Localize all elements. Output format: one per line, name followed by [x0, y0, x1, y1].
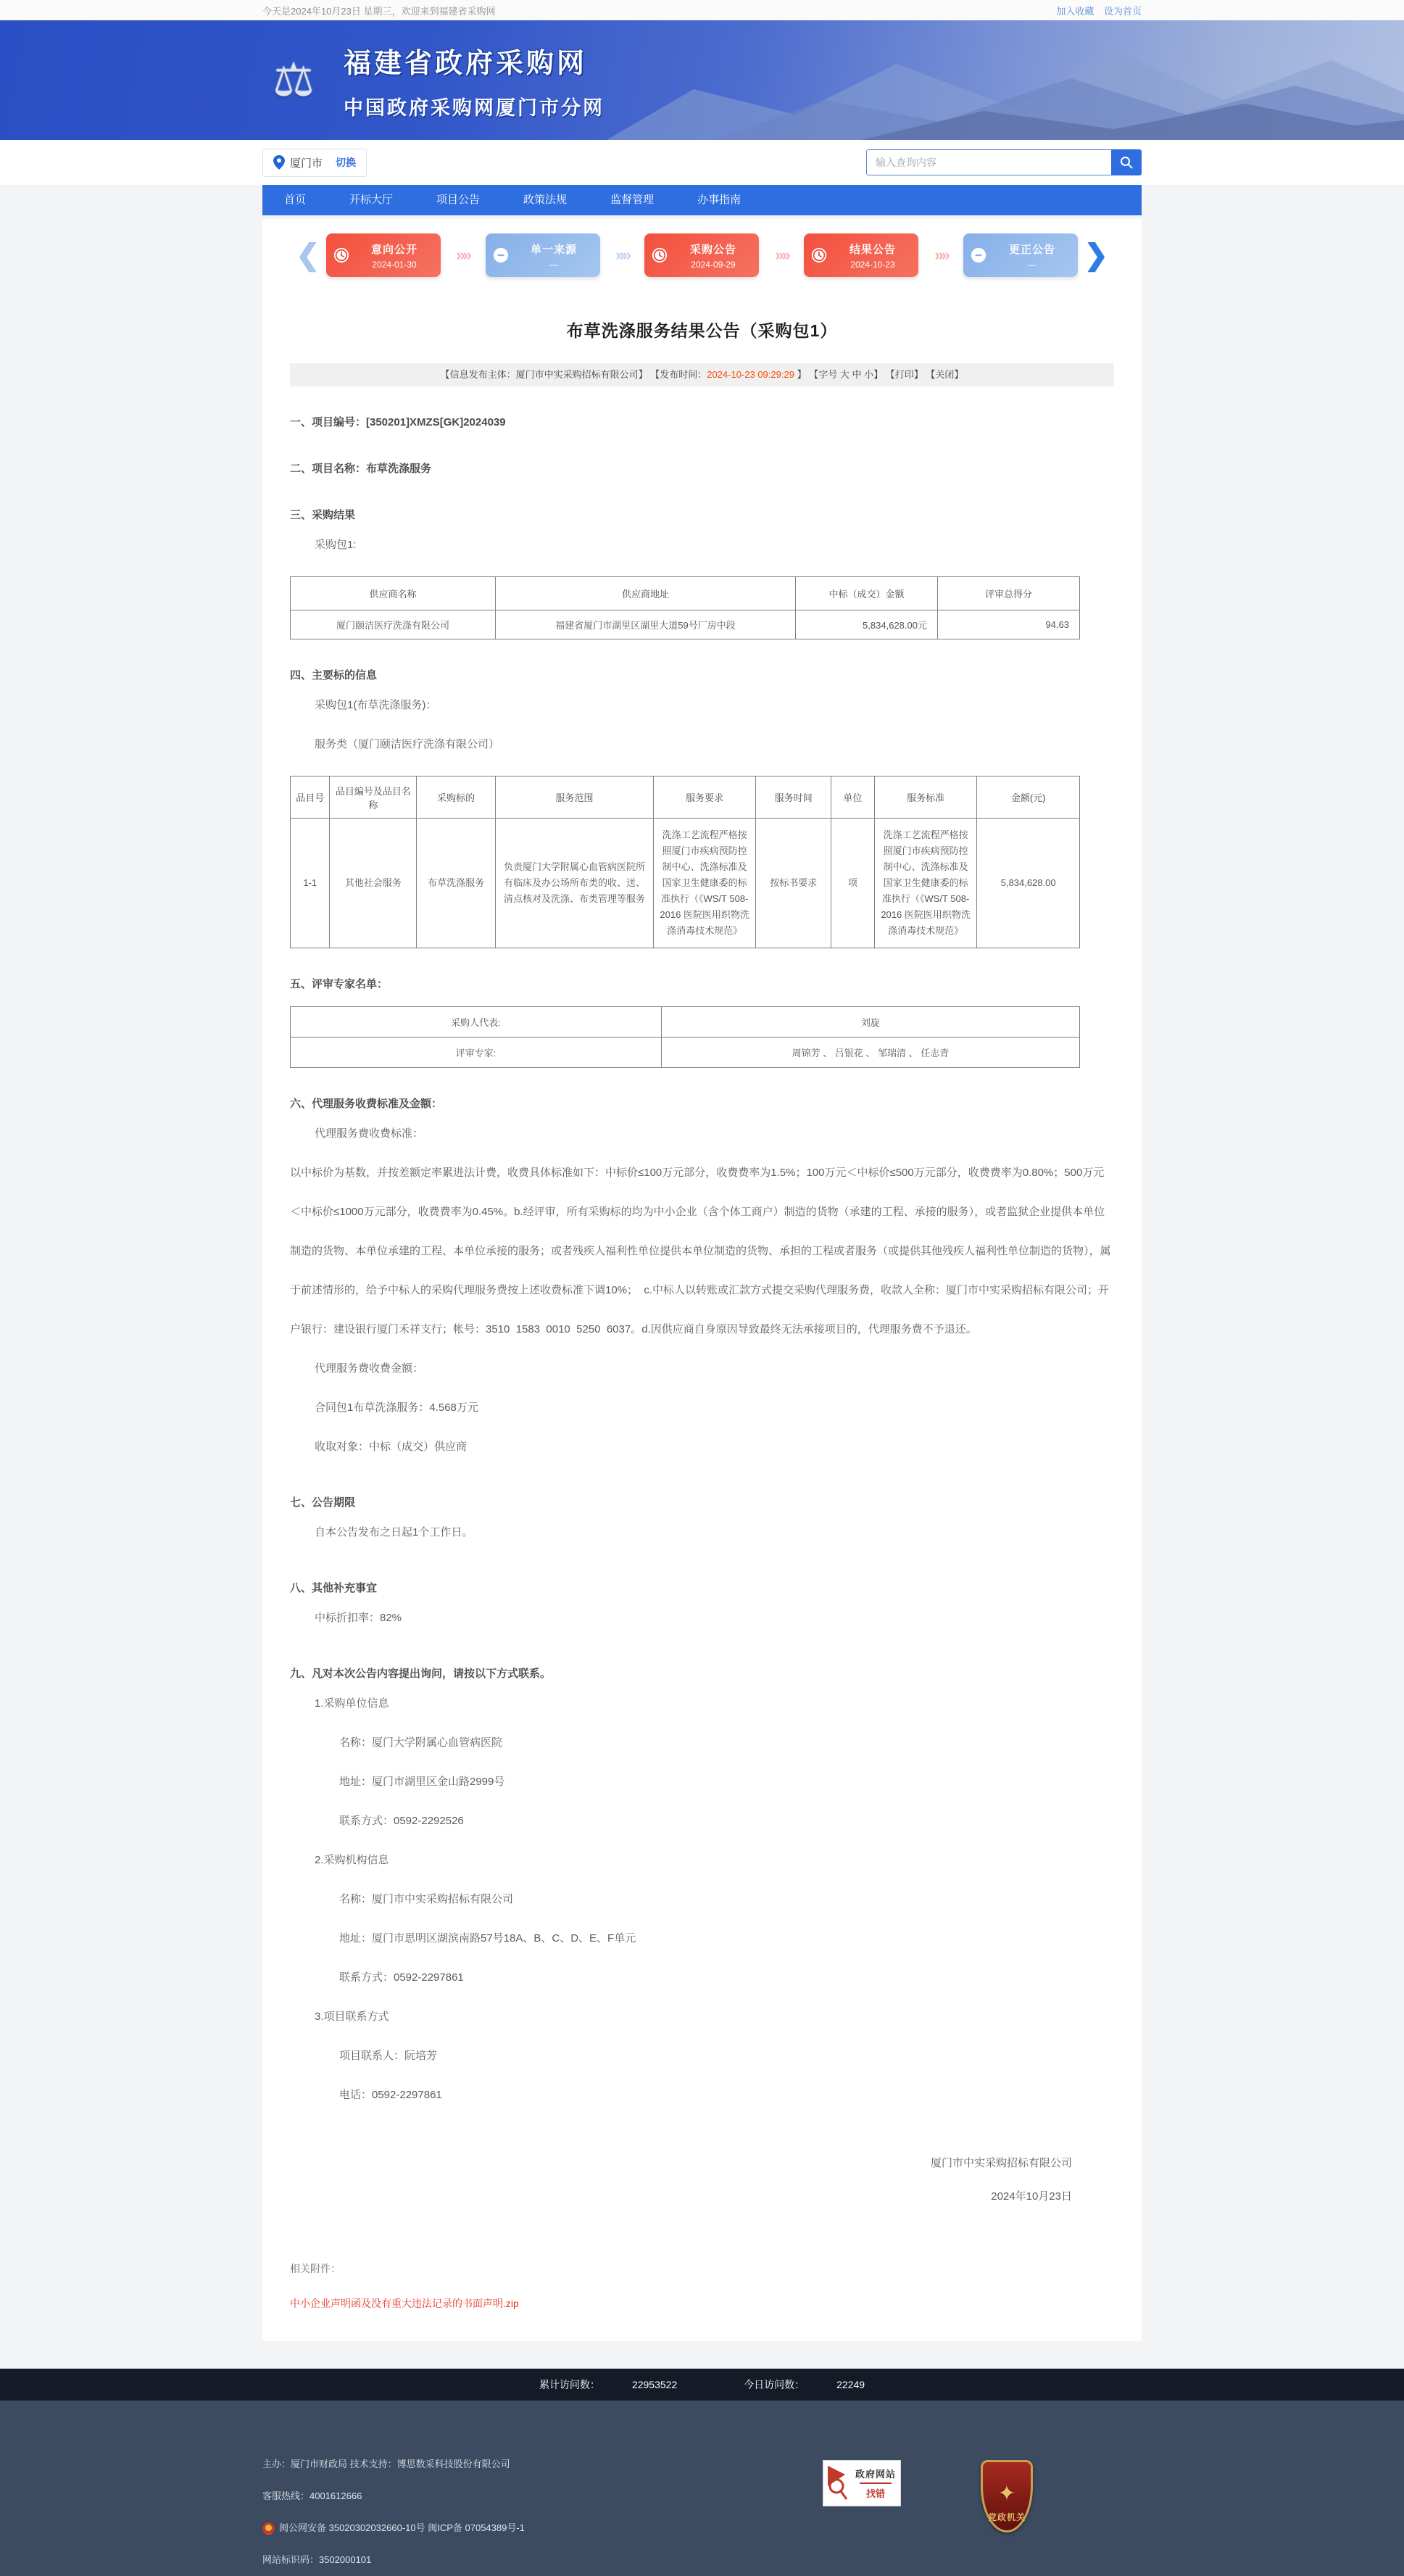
site-footer	[0, 2401, 1404, 2576]
page-title: 布草洗涤服务结果公告（采购包1）	[566, 321, 838, 340]
step-label: 意向公开	[371, 243, 418, 256]
contact-line: 联系方式：0592-2297861	[339, 1971, 464, 1984]
site-title: 福建省政府采购网	[344, 48, 588, 79]
font-medium-button[interactable]: 中	[852, 369, 862, 380]
search-box	[866, 149, 1142, 175]
table-header: 金额(元)	[977, 776, 1080, 819]
visit-counter-bar	[0, 2369, 1404, 2401]
footer-badges	[823, 2460, 1142, 2576]
top-info-bar	[0, 0, 1404, 20]
contact-group-title: 2.采购机构信息	[315, 1854, 389, 1866]
close-button[interactable]: 【关闭】	[926, 369, 964, 380]
contact-line: 地址：厦门市湖里区金山路2999号	[339, 1776, 505, 1788]
step-date: 2024-09-29	[691, 259, 736, 270]
contact-line: 名称：厦门市中实采购招标有限公司	[339, 1893, 514, 1905]
paragraph: 采购包1:	[315, 539, 357, 551]
timeline-step-procurement-announcement[interactable]	[644, 233, 759, 277]
table-cell: 采购人代表:	[291, 1007, 662, 1038]
article-meta-bar	[290, 363, 1114, 386]
paragraph: 代理服务费收费标准：	[315, 1127, 424, 1140]
timeline-step-intention[interactable]	[326, 233, 441, 277]
table-cell: 94.63	[937, 610, 1079, 639]
table-cell: 刘旋	[661, 1007, 1079, 1038]
footer-host-line: 主办：厦门市财政局 技术支持：博思数采科技股份有限公司	[262, 2459, 510, 2469]
minus-icon	[493, 247, 509, 263]
topbar-links	[1049, 4, 1142, 17]
publish-time: 2024-10-23 09:29:29	[707, 369, 794, 380]
step-label: 单一来源	[530, 243, 577, 256]
table-cell: 评审专家:	[291, 1038, 662, 1068]
footer-info	[262, 2448, 525, 2576]
table-cell: 负责厦门大学附属心血管病医院所有临床及办公场所布类的收、送、清点核对及洗涤、布类管理等服务	[496, 819, 654, 948]
agency-fee-standard-paragraph: 以中标价为基数，并按差额定率累进法计费，收费具体标准如下：中标价≤100万元部分，收费费率为1.5%；100万元＜中标价≤500万元部分，收费费率为0.80%；500万元＜中标价≤1000万元部分，收费费率为0.45%。b.经评审，所有采购标的均为中小企业（含个体工商户）制造的货物（承建的工程、承接的服务），或者监狱企业提供本单位制造的货物、本单位承建的工程、本单位承接的服务；或者残疾人福利性单位提供本单位制造的货物、承担的工程或者服务（或提供其他残疾人福利性单位制造的货物），属于前述情形的，给予中标人的采购代理服务费按上述收费标准下调10%； c.中标人以转账或汇款方式提交采购代理服务费，收款人全称：厦门市中实采购招标有限公司；开户银行：建设银行厦门禾祥支行；帐号：3510 1583 0010 5250 6037。d.因供应商自身原因导致最终无法承接项目的，代理服务费不予退还。	[290, 1167, 1111, 1335]
table-header: 服务时间	[756, 776, 831, 819]
procurement-timeline	[290, 219, 1114, 287]
font-large-button[interactable]: 大	[839, 369, 850, 380]
location-pin-icon	[273, 155, 285, 170]
table-header: 服务范围	[496, 776, 654, 819]
table-cell: 厦门颐洁医疗洗涤有限公司	[291, 610, 496, 639]
print-button[interactable]: 【打印】	[885, 369, 923, 380]
timeline-step-single-source[interactable]	[486, 233, 600, 277]
signature-block	[290, 2147, 1114, 2213]
nav-item-service-guide[interactable]: 办事指南	[697, 194, 742, 206]
signature-date: 2024年10月23日	[991, 2190, 1072, 2203]
main-nav	[0, 185, 1404, 215]
paragraph: 中标折扣率：82%	[315, 1612, 402, 1624]
announcement-card	[262, 219, 1142, 2341]
table-header: 服务标准	[874, 776, 977, 819]
clock-icon	[333, 247, 349, 263]
paragraph: 服务类（厦门颐洁医疗洗涤有限公司）	[315, 738, 500, 750]
table-header: 评审总得分	[937, 577, 1079, 610]
step-label: 结果公告	[849, 243, 896, 256]
contact-line: 地址：厦门市思明区湖滨南路57号18A、B、C、D、E、F单元	[339, 1932, 636, 1945]
step-date: 2024-10-23	[850, 259, 895, 270]
search-input[interactable]	[866, 149, 1111, 175]
site-subtitle: 中国政府采购网厦门市分网	[344, 96, 605, 119]
banner-text	[344, 41, 605, 120]
today-visits: 今日访问数： 22249	[744, 2379, 865, 2390]
table-cell: 5,834,628.00元	[795, 610, 937, 639]
paragraph: 代理服务费收费金额：	[315, 1362, 424, 1375]
contact-line: 联系方式：0592-2292526	[339, 1815, 464, 1827]
minus-icon	[971, 247, 986, 263]
contact-group-title: 3.项目联系方式	[315, 2010, 389, 2023]
search-button[interactable]	[1111, 149, 1142, 175]
font-small-button[interactable]: 小	[864, 369, 874, 380]
clock-icon	[652, 247, 668, 263]
table-header: 服务要求	[653, 776, 756, 819]
paragraph: 自本公告发布之日起1个工作日。	[315, 1526, 473, 1538]
table-header: 品目编号及品目名称	[330, 776, 417, 819]
flow-arrow-icon: »»	[615, 246, 629, 264]
search-icon	[1120, 156, 1133, 169]
section-heading-procurement-result: 三、采购结果	[290, 509, 356, 521]
paragraph: 收取对象：中标（成交）供应商	[315, 1441, 468, 1453]
table-cell: 洗涤工艺流程严格按照厦门市疾病预防控制中心、洗涤标准及国家卫生健康委的标准执行（《WS/T 508-2016 医院医用织物洗涤消毒技术规范》	[874, 819, 977, 948]
footer-site-code: 网站标识码：3502000101	[262, 2554, 372, 2565]
flow-arrow-icon: »»	[456, 246, 470, 264]
nav-item-policies[interactable]: 政策法规	[523, 194, 568, 206]
table-cell: 洗涤工艺流程严格按照厦门市疾病预防控制中心、洗涤标准及国家卫生健康委的标准执行（《WS/T 508-2016 医院医用织物洗涤消毒技术规范》	[653, 819, 756, 948]
attachments-label: 相关附件：	[290, 2263, 341, 2274]
badge-text: 党政机关	[987, 2512, 1026, 2522]
attachment-zip-link[interactable]: 中小企业声明函及没有重大违法记录的书面声明.zip	[290, 2298, 519, 2309]
fontsize-prefix: 【字号	[809, 369, 838, 380]
step-date: —	[549, 259, 558, 270]
nav-item-project-announcements[interactable]: 项目公告	[436, 194, 481, 206]
publisher-text: 【信息发布主体：厦门市中实采购招标有限公司】	[440, 369, 648, 380]
result-table	[290, 576, 1080, 639]
table-cell: 其他社会服务	[330, 819, 417, 948]
timeline-prev-icon[interactable]: ❮	[296, 239, 320, 271]
table-row	[291, 1038, 1080, 1068]
table-header: 品目号	[291, 776, 330, 819]
total-visits: 累计访问数： 22953522	[539, 2379, 678, 2390]
contact-line: 名称：厦门大学附属心血管病医院	[339, 1736, 503, 1749]
items-table	[290, 776, 1080, 948]
section-heading-project-name: 二、项目名称：布草洗涤服务	[290, 463, 432, 475]
table-cell: 福建省厦门市湖里区湖里大道59号厂房中段	[496, 610, 796, 639]
table-header: 单位	[831, 776, 874, 819]
site-logo-scales-icon: ⚖	[273, 54, 315, 106]
clock-icon	[811, 247, 827, 263]
timeline-next-icon[interactable]: ❯	[1084, 239, 1108, 271]
shield-emblem-icon: ✦	[997, 2482, 1016, 2506]
step-date: —	[1027, 259, 1037, 270]
contact-line: 电话：0592-2297861	[339, 2089, 442, 2101]
article-body	[290, 413, 1114, 2311]
site-banner	[0, 20, 1404, 140]
table-cell: 5,834,628.00	[977, 819, 1080, 948]
timeline-step-result-announcement[interactable]	[804, 233, 918, 277]
footer-icp-line: 闽公网安备 35020302032660-10号 闽ICP备 07054389号-1	[262, 2512, 525, 2544]
table-cell: 周锦芳 、 吕银花 、 邹瑞清 、 任志青	[661, 1038, 1079, 1068]
table-row	[291, 1007, 1080, 1038]
footer-hotline: 客服热线：4001612666	[262, 2490, 362, 2501]
table-cell: 布草洗涤服务	[417, 819, 496, 948]
table-cell: 1-1	[291, 819, 330, 948]
badge-text: 找错	[860, 2482, 892, 2500]
contact-group-title: 1.采购单位信息	[315, 1697, 389, 1710]
publish-time-suffix: 】	[794, 369, 807, 380]
attachments-block	[290, 2261, 1114, 2311]
step-label: 更正公告	[1008, 243, 1055, 256]
table-row	[291, 819, 1080, 948]
table-header: 供应商地址	[496, 577, 796, 610]
nav-item-home[interactable]: 首页	[284, 194, 307, 206]
step-date: 2024-01-30	[372, 259, 417, 270]
today-welcome-text: 今天是2024年10月23日 星期三，欢迎来到福建省采购网	[262, 5, 496, 17]
step-label: 采购公告	[689, 243, 736, 256]
switch-city-link[interactable]: 切换	[336, 157, 357, 168]
nav-item-bid-opening-hall[interactable]: 开标大厅	[349, 194, 394, 206]
table-cell: 按标书要求	[756, 819, 831, 948]
gov-site-error-report-badge[interactable]	[823, 2460, 901, 2506]
signature-company: 厦门市中实采购招标有限公司	[930, 2157, 1072, 2169]
police-badge-icon	[262, 2522, 275, 2535]
table-header: 采购标的	[417, 776, 496, 819]
section-heading-main-subject-info: 四、主要标的信息	[290, 669, 378, 682]
utility-row	[0, 140, 1404, 185]
error-finder-icon	[826, 2464, 851, 2502]
paragraph: 合同包1布草洗涤服务：4.568万元	[315, 1401, 478, 1414]
section-heading-agency-fee: 六、代理服务收费标准及金额：	[290, 1098, 443, 1110]
section-heading-project-number: 一、项目编号：[350201]XMZS[GK]2024039	[290, 416, 506, 428]
paragraph: 采购包1(布草洗涤服务)：	[315, 699, 437, 711]
flow-arrow-icon: »»	[934, 246, 948, 264]
table-header: 中标（成交）金额	[795, 577, 937, 610]
timeline-step-correction-announcement[interactable]	[963, 233, 1078, 277]
current-city-label: 厦门市	[290, 157, 323, 170]
party-gov-shield-badge[interactable]	[981, 2460, 1033, 2532]
table-cell: 项	[831, 819, 874, 948]
flow-arrow-icon: »»	[775, 246, 789, 264]
experts-table	[290, 1006, 1080, 1068]
section-heading-announcement-period: 七、公告期限	[290, 1496, 356, 1509]
section-heading-expert-list: 五、评审专家名单：	[290, 978, 389, 990]
fontsize-suffix: 】	[873, 369, 884, 380]
contact-line: 项目联系人：阮培芳	[339, 2050, 438, 2062]
table-row	[291, 610, 1080, 639]
section-heading-other-matters: 八、其他补充事宜	[290, 1582, 378, 1594]
nav-item-supervision[interactable]: 监督管理	[610, 194, 655, 206]
publish-time-prefix: 【发布时间：	[650, 369, 707, 380]
badge-text: 政府网站	[855, 2469, 896, 2480]
city-selector[interactable]	[262, 149, 367, 177]
table-header: 供应商名称	[291, 577, 496, 610]
add-favorite-link[interactable]: 加入收藏	[1056, 5, 1094, 17]
set-homepage-link[interactable]: 设为首页	[1103, 5, 1142, 17]
section-heading-contact: 九、凡对本次公告内容提出询问，请按以下方式联系。	[290, 1668, 552, 1680]
